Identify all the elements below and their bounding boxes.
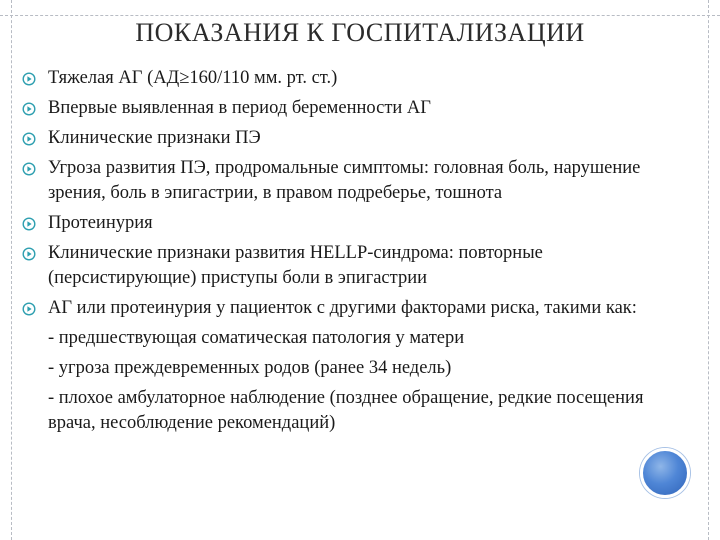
bullet-item xyxy=(20,156,670,206)
bullet-text: Клинические признаки развития HELLP-синдрома: повторные (персистирующие) приступы боли в эпигастрии xyxy=(48,243,543,288)
sub-item: - угроза преждевременных родов (ранее 34 недель) xyxy=(48,358,452,378)
frame-top-border xyxy=(0,15,720,16)
bullet-item xyxy=(20,241,670,291)
frame-right-border xyxy=(708,0,709,540)
bullet-text: Впервые выявленная в период беременности АГ xyxy=(48,98,431,118)
bullet-item xyxy=(20,211,670,236)
bullet-item xyxy=(20,296,670,321)
bullet-text: АГ или протеинурия у пациенток с другими факторами риска, такими как: xyxy=(48,298,637,318)
slide-title: ПОКАЗАНИЯ К ГОСПИТАЛИЗАЦИИ xyxy=(135,18,585,47)
bullet-item xyxy=(20,66,670,91)
bullet-item xyxy=(20,96,670,121)
frame-left-border xyxy=(11,0,12,540)
bullet-text: Протеинурия xyxy=(48,213,153,233)
sub-item: - предшествующая соматическая патология у матери xyxy=(48,328,465,348)
blue-circle-decoration xyxy=(640,448,690,498)
bullet-item xyxy=(20,126,670,151)
sub-item: - плохое амбулаторное наблюдение (позднее обращение, редкие посещения врача, несоблюдение рекомендаций) xyxy=(48,388,644,433)
bullet-text: Клинические признаки ПЭ xyxy=(48,128,261,148)
bullet-text: Угроза развития ПЭ, продромальные симптомы: головная боль, нарушение зрения, боль в эпигастрии, в правом подреберье, тошнота xyxy=(48,158,641,203)
slide-content xyxy=(20,66,670,441)
bullet-text: Тяжелая АГ (АД≥160/110 мм. рт. ст.) xyxy=(48,68,338,88)
